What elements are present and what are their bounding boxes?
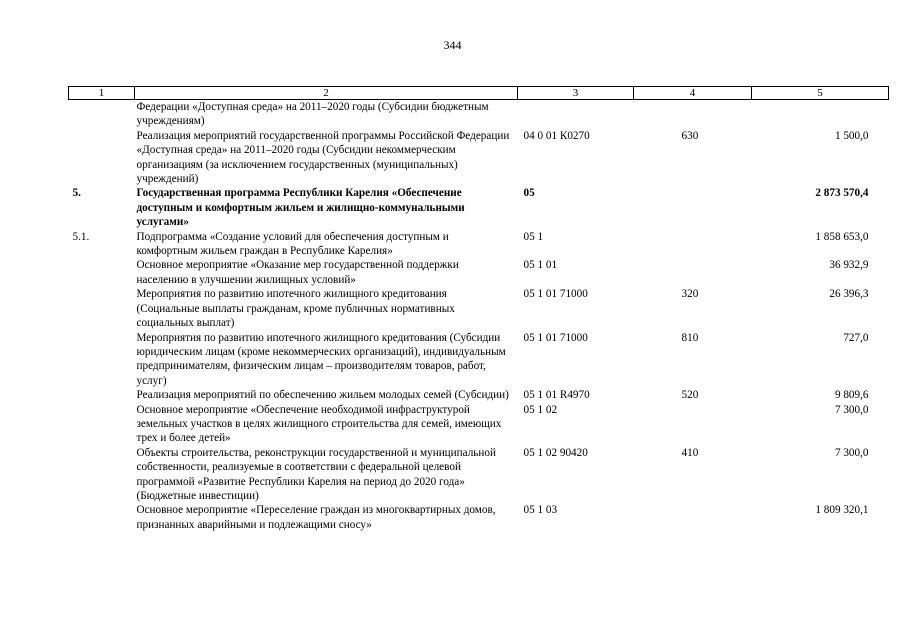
- row-code: 05 1 01 71000: [523, 288, 588, 301]
- budget-table: [68, 86, 889, 532]
- row-code: 05 1 02: [523, 403, 558, 416]
- row-number: [69, 388, 135, 402]
- table-row: [69, 100, 889, 129]
- header-col-4: 4: [634, 87, 752, 100]
- row-amount: 9 809,6: [834, 389, 869, 402]
- row-description: Основное мероприятие «Переселение граждан из многоквартирных домов, признанных аварийными и подлежащими сносу»: [136, 504, 496, 531]
- header-col-1: 1: [69, 87, 135, 100]
- row-expense-type: 520: [681, 389, 699, 402]
- row-code: 05 1 01 R4970: [523, 389, 590, 402]
- row-description: Объекты строительства, реконструкции государственной и муниципальной собственности, реализуемые в соответствии с федеральной целевой программой «Развитие Республики Карелия на период до 2020 года» (Бюджетные инвестиции): [136, 446, 496, 502]
- row-number: 5.1.: [72, 230, 90, 243]
- row-amount: 1 500,0: [834, 129, 869, 142]
- row-number: 5.: [72, 187, 81, 200]
- table-row: [69, 129, 889, 187]
- table-header: [69, 87, 889, 100]
- row-amount: 1 809 320,1: [815, 504, 869, 517]
- table-row: [69, 446, 889, 504]
- table-row: [69, 388, 889, 402]
- row-number: [69, 100, 135, 129]
- row-number: [69, 258, 135, 287]
- row-description: Государственная программа Республики Карелия «Обеспечение доступным и комфортным жильем и жилищно-коммунальными услугами»: [136, 187, 465, 229]
- row-amount: 26 396,3: [829, 288, 869, 301]
- row-code: 05: [523, 187, 535, 200]
- header-col-5: 5: [752, 87, 889, 100]
- row-description: Основное мероприятие «Оказание мер государственной поддержки населению в улучшении жилищных условий»: [136, 259, 459, 286]
- row-expense-type: [634, 503, 752, 532]
- row-expense-type: [634, 100, 752, 129]
- row-number: [69, 503, 135, 532]
- row-code: [518, 100, 634, 129]
- row-amount: 7 300,0: [834, 403, 869, 416]
- row-code: 05 1 02 90420: [523, 446, 588, 459]
- row-code: 05 1: [523, 230, 544, 243]
- row-number: [69, 331, 135, 389]
- header-col-2: 2: [135, 87, 518, 100]
- header-col-3: 3: [518, 87, 634, 100]
- row-description: Мероприятия по развитию ипотечного жилищного кредитования (Социальные выплаты гражданам, кроме публичных нормативных социальных выплат): [136, 288, 455, 330]
- row-amount: 1 858 653,0: [815, 230, 869, 243]
- row-expense-type: [634, 258, 752, 287]
- row-expense-type: [634, 230, 752, 259]
- table-row: [69, 503, 889, 532]
- row-description: Основное мероприятие «Обеспечение необходимой инфраструктурой земельных участков в целях жилищного строительства для семей, имеющих трех и более детей»: [136, 403, 502, 445]
- page-number: 344: [443, 38, 462, 52]
- row-description: Реализация мероприятий государственной программы Российской Федерации «Доступная среда» на 2011–2020 годы (Субсидии некоммерческим организациям (за исключением государственных (муниципальных) учреждений): [136, 129, 510, 186]
- row-number: [69, 287, 135, 330]
- row-description: Реализация мероприятий по обеспечению жильем молодых семей (Субсидии): [136, 389, 509, 402]
- row-expense-type: [634, 186, 752, 229]
- row-amount: 727,0: [843, 331, 869, 344]
- row-number: [69, 129, 135, 187]
- row-amount: 2 873 570,4: [815, 187, 869, 200]
- row-code: 05 1 03: [523, 504, 558, 517]
- row-code: 05 1 01 71000: [523, 331, 588, 344]
- table-row: [69, 230, 889, 259]
- row-description: Мероприятия по развитию ипотечного жилищного кредитования (Субсидии юридическим лицам (кроме некоммерческих организаций), индивидуальным предпринимателям, физическим лицам – производителям товаров, работ, услуг): [136, 331, 506, 387]
- table-row: [69, 331, 889, 389]
- table-row: [69, 258, 889, 287]
- row-expense-type: 410: [681, 446, 699, 459]
- table-row: [69, 186, 889, 229]
- row-code: 05 1 01: [523, 259, 558, 272]
- row-amount: [752, 100, 889, 129]
- row-description: Федерации «Доступная среда» на 2011–2020 годы (Субсидии бюджетным учреждениям): [136, 101, 489, 128]
- row-expense-type: 630: [681, 129, 699, 142]
- row-number: [69, 403, 135, 446]
- table-body: [69, 100, 889, 533]
- row-expense-type: [634, 403, 752, 446]
- table-row: [69, 287, 889, 330]
- row-amount: 36 932,9: [829, 259, 869, 272]
- row-code: 04 0 01 К0270: [523, 129, 590, 142]
- row-number: [69, 446, 135, 504]
- row-description: Подпрограмма «Создание условий для обеспечения доступным и комфортным жильем граждан в Республике Карелия»: [136, 230, 449, 258]
- table-row: [69, 403, 889, 446]
- row-expense-type: 810: [681, 331, 699, 344]
- row-amount: 7 300,0: [834, 446, 869, 459]
- row-expense-type: 320: [681, 288, 699, 301]
